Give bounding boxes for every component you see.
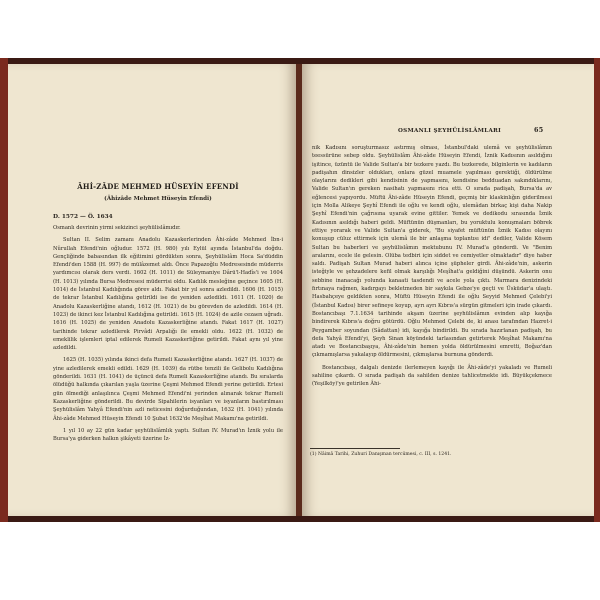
- life-dates: D. 1572 — Ö. 1634: [53, 214, 113, 220]
- paragraph: Sultan II. Selim zamanı Anadolu Kazaskerlerinden Âhi-zâde Mehmed İbn-i Nûrullah Efendi'nin oğludur. 1572 (H. 980) yılı Eylül ayında İstanbul'da doğdu. Gençliğinde babasından ilk eğitimini gördükten sonra, Şeyhülislâm Hoca Sa'düddin Efendi'den 1588 (H. 997) de mülâzemet aldı. Önce Papazoğlu Medresesinde müderris yardımcısı olarak ders verdi. 1602 (H. 1011) de Süleymaniye Dârü'l-Hadîs'i ve 1604 (H. 1013) yılında Bursa Medresesi müderrisi oldu. Kadılık mesleğine geçince 1605 (H. 1014) de İstanbul Kadılığında görev aldı. Fakat bir yıl sonra azledildi. 1606 (H. 1015) de tekrar İstanbul Kadılığına getirildi ise de yeniden azledildi. 1611 (H. 1020) de Anadolu Kazaskerliğine atandı, 1612 (H. 1021) de bu görevden de azledildi. 1614 (H. 1023) de ikinci kez İstanbul Kadılığına getirildi. 1615 (H. 1024) de azile cezaen uğradı. 1616 (H. 1025) de yeniden Anadolu Kazaskerliğine atandı. Fakat 1617 (H. 1027) tarihinde tekrar azledilerek Pirvâdi Arpalığı ile emekli oldu. 1622 (H. 1032) de emeklilik işlemleri iptal edilerek Rumeli Kazaskerliğine getirildi. Fakat aynı yıl yine azledildi.: [53, 237, 283, 352]
- cover-edge-right: [594, 58, 600, 522]
- paragraph: nik Kadısını soruşturmasız astırmış olması, İstanbul'daki ulemâ ve şeyhülislâmın teessürüne sebep oldu. Şeyhülislâm Âhi-zâde Hüseyin Efendi, İznik Kadısının asıldığını işitince, üzüntü ile Valide Sultan'a bir tezkere yazdı. Bu tezkerede, bilginlerin ve kadıların padişahın dinsizler oldukları, onlara güzel muamele yapılması gerektiği, öldürülme olaylarını dedikleri gibi kendisinin de yapmasını, kendisine bedduadan sakındıklarını, Valide Sultan'ın gereken nasihatı yapmasını rica etti. O sırada padişah, Bursa'da av eğlencesi yapıyordu. Müftü Âhi-zâde Hüseyin Efendi, geçmiş bir klaskinlığın giderilmesi için Molla Alikeye Şeyhî Efendi ile oğlu ve kendi oğlu, ulemâdan birkaç kişi daha Nakip Şeyhî Efendi'nin çağrısına uyarak evine gittiler. Yemek ve dedikodu sırasında İznik Kadısının asıldığı haberi geldi. Müftünün düşmanları, bu yoruktulu konuşmaları böbrek ettiye yorarak ve Valide Sultan'a giderek, "Bu siyafet müftünün İznik Kadısı olayını konuşup cüluz ettirmek için ulemâ ile bir anlaşma toplantısı idi" dediler, Valide Kösem Sultan bu haberleri ve şeyhülislâmın mektubunu IV. Murad'a gönderdi. Ve "Benim aralarını, ecele ile gelesin. Olüba tedbiri için siddet ve cemiyetler olmaktadır" diye haber saldı. Padişah Sultan Murad haberi alınca içine şüpheler girdi. Âhi-zâde'nin, askerin isteğiyle ve şehzadelere kefil olmak karşılığı Meşîhat'a geldiğini düşündü. Askerin onu sebbine inanacağı yolunda kanaati tasdendi ve acele yola çıktı. Marmara denizindeki fırtınaya rağmen, kadırgayı bekletmeden bir saykıla Gebze'ye geçti ve Üsküdar'a ulaştı. Hasbahçeye geldikten sonra, Müftü Hüseyin Efendi ile oğlu Seyyid Mehmed Çelebi'yi (İstanbul Kadısı) birer sefineye koyup, ayrı ayrı Kıbrıs'a sürgün gitmeleri için irade çıkardı. Bostancıbaşı 7.1.1634 tarihinde akşam üzerine şeyhülislâmın evinden alıp kayığa bindirerek Kıbrıs'a doğru götürdü. Oğlu Mehmed Çelebi de, ki anası tarafından Hazret-i Peygamber soyundan (Sâdattan) idi, kayığa bindirildi. Bu sırada hazırlanan padişah, bu defa Yahyâ Efendi'yi, Şeyh Sinan köyündeki tarlasından getirterek Meşîhat Makamı'na atadı ve Bostancıbaşıya, Âhi-zâde'nin hemen yolda öldürülmesini emretti, Boğaz'dan çıkmamışlarsa yakalayıp öldürmesini, çıkmışlarsa burnuna gönderdi.: [312, 145, 552, 359]
- right-page: [302, 64, 594, 516]
- open-book: [0, 58, 600, 522]
- page-number: 65: [534, 126, 544, 134]
- intro-line: Osmanlı devrinin yirmi sekizinci şeyhülislâmıdır.: [53, 225, 181, 231]
- running-header: OSMANLI ŞEYHÜLİSLÂMLARI: [398, 128, 502, 134]
- footnote: (1) Nâimâ Tarihi, Zuhuri Danışman tercümesi, c. III, s. 1241.: [310, 452, 452, 457]
- footnote-rule: [310, 448, 400, 449]
- left-body: [53, 224, 283, 443]
- paragraph: 1 yıl 10 ay 22 gün kadar şeyhülislâmlık yaptı. Sultan IV. Murad'ın İznik yolu ile Bursa'ya giderken halkın şikâyeti üzerine İz-: [53, 427, 283, 443]
- paragraph: 1625 (H. 1035) yılında ikinci defa Rumeli Kazaskerliğine atandı. 1627 (H. 1037) de yine azledilerek emekli edildi. 1629 (H. 1039) da rütbe tenzili ile Gelibolu Kadılığına gönderildi. 1631 (H. 1041) de üçüncü defa Rumeli Kazaskerliğine atandı. Bu sıralarda ölüdüğü halkında çıkarılan yaşla üzerine Çeşmi Mehmed Efendi yerine getirildi. Ertesi gün ölmediği anlaşılınca Çeşmi Mehmed Efendi'ni yerinden alınarak tekrar Rumeli Kazaskerliğine gönderildi. Bu devirde Sipahilerin isyanları ve isyanların bastırılması Şeyhülislâm Yahyâ Efendi'nin azli neticesini doğurduğundan, 1632 (H. 1041) yılında Âhi-zâde Mehmed Hüseyin Efendi 10 Şubat 1632'de Meşîhat Makamı'na getirildi.: [53, 357, 283, 422]
- chapter-title: ÂHİ-ZÂDE MEHMED HÜSEYİN EFENDİ: [77, 182, 239, 191]
- paragraph: Bostancıbaşı, dalgalı denizde ilerlemeyen kayığı ile Âhi-zâde'yi yakaladı ve Rumeli sahiline çıkardı. O sırada padişah da sahilden denize tahlicetmekte idi. Büyükçekmece (Yeşilköy)'ye getirilen Âhi-: [312, 364, 552, 388]
- left-page: [8, 64, 296, 516]
- chapter-subtitle: (Âhizâde Mehmet Hüseyin Efendi): [104, 196, 212, 202]
- right-body: [312, 144, 552, 389]
- cover-edge-left: [0, 58, 8, 522]
